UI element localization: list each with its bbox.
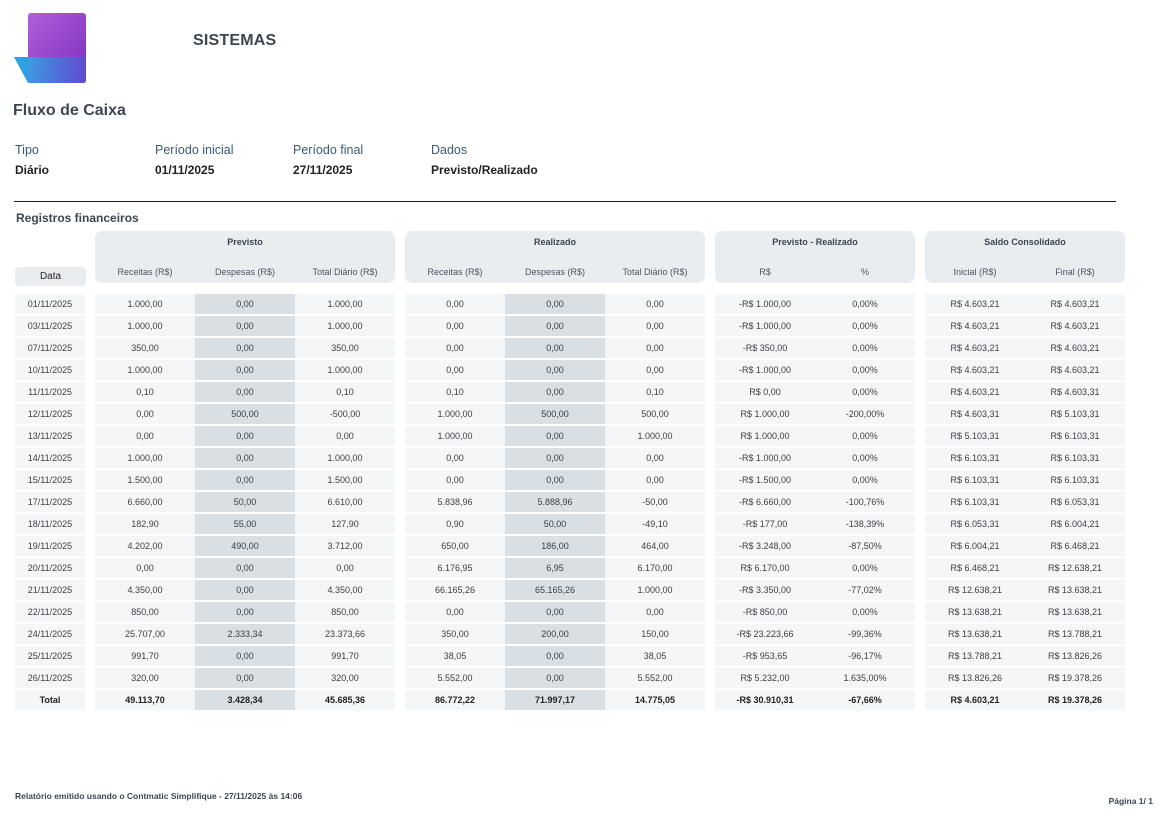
table-cell: -R$ 1.500,00	[715, 470, 815, 490]
table-cell: R$ 6.103,31	[1025, 448, 1125, 468]
table-cell: -R$ 350,00	[715, 338, 815, 358]
column-header: Total Diário (R$)	[622, 267, 688, 277]
table-cell: -R$ 6.660,00	[715, 492, 815, 512]
table-cell: 0,00	[605, 316, 705, 336]
table-cell: -100,76%	[815, 492, 915, 512]
table-cell: -R$ 3.248,00	[715, 536, 815, 556]
table-cell: -R$ 23.223,66	[715, 624, 815, 644]
table-cell: 0,00	[405, 360, 505, 380]
table-cell: R$ 1.000,00	[715, 426, 815, 446]
table-cell: R$ 6.468,21	[925, 558, 1025, 578]
filter-data	[431, 143, 538, 177]
table-cell: -87,50%	[815, 536, 915, 556]
filter-label: Tipo	[15, 143, 39, 157]
table-cell: 1.000,00	[95, 360, 195, 380]
table-cell: 23.373,66	[295, 624, 395, 644]
table-cell: 1.635,00%	[815, 668, 915, 688]
table-cell: R$ 13.638,21	[1025, 602, 1125, 622]
table-cell: 0,00	[505, 470, 605, 490]
table-cell: R$ 6.053,31	[1025, 492, 1125, 512]
table-cell: 0,00	[505, 646, 605, 666]
table-cell: 850,00	[95, 602, 195, 622]
column-header: Despesas (R$)	[214, 267, 276, 277]
table-cell: 38,05	[405, 646, 505, 666]
table-cell: 1.000,00	[295, 316, 395, 336]
table-cell: R$ 6.468,21	[1025, 536, 1125, 556]
table-cell: 2.333,34	[195, 624, 295, 644]
table-cell: 1.000,00	[605, 426, 705, 446]
group-title-realizado: Realizado	[533, 237, 576, 247]
table-cell: 0,10	[605, 382, 705, 402]
report-title: Fluxo de Caixa	[13, 102, 126, 119]
footer-note: Relatório emitido usando o Contmatic Simplifique - 27/11/2025 às 14:06	[15, 791, 303, 801]
table-cell: R$ 4.603,31	[1025, 382, 1125, 402]
table-cell: 4.350,00	[95, 580, 195, 600]
table-cell: 150,00	[605, 624, 705, 644]
filter-value: 01/11/2025	[155, 163, 215, 177]
table-cell: R$ 4.603,21	[925, 294, 1025, 314]
page-number: Página 1/ 1	[1108, 796, 1153, 806]
table-cell: 0,00	[195, 668, 295, 688]
table-cell: 4.202,00	[95, 536, 195, 556]
table-cell: 0,00	[195, 426, 295, 446]
column-header: Despesas (R$)	[524, 267, 586, 277]
table-cell: R$ 5.103,31	[925, 426, 1025, 446]
row-date-cell: 20/11/2025	[15, 558, 85, 578]
table-cell: R$ 13.638,21	[925, 602, 1025, 622]
table-cell: 6.170,00	[605, 558, 705, 578]
table-cell: 66.165,26	[405, 580, 505, 600]
table-cell: 0,00	[195, 448, 295, 468]
table-cell: 850,00	[295, 602, 395, 622]
total-cell: 49.113,70	[95, 690, 195, 710]
table-cell: 0,00	[195, 602, 295, 622]
total-cell: R$ 19.378,26	[1025, 690, 1125, 710]
table-cell: R$ 4.603,21	[1025, 338, 1125, 358]
table-cell: 0,00%	[815, 448, 915, 468]
group-title-saldo: Saldo Consolidado	[984, 237, 1066, 247]
table-cell: 0,00%	[815, 382, 915, 402]
row-date-cell: 01/11/2025	[15, 294, 85, 314]
column-header: Inicial (R$)	[953, 267, 997, 277]
row-date-cell: 13/11/2025	[15, 426, 85, 446]
table-cell: -49,10	[605, 514, 705, 534]
table-cell: 500,00	[505, 404, 605, 424]
table-cell: 0,00%	[815, 360, 915, 380]
table-cell: -200,00%	[815, 404, 915, 424]
table-cell: 0,00%	[815, 426, 915, 446]
table-cell: 25.707,00	[95, 624, 195, 644]
row-date-cell: 22/11/2025	[15, 602, 85, 622]
row-date-cell: 26/11/2025	[15, 668, 85, 688]
table-cell: R$ 0,00	[715, 382, 815, 402]
row-date-cell: 19/11/2025	[15, 536, 85, 556]
table-cell: R$ 1.000,00	[715, 404, 815, 424]
table-cell: 5.838,96	[405, 492, 505, 512]
filter-end-date	[293, 143, 363, 177]
table-cell: 0,10	[95, 382, 195, 402]
table-cell: 464,00	[605, 536, 705, 556]
filter-label: Período inicial	[155, 143, 234, 157]
table-cell: 3.712,00	[295, 536, 395, 556]
table-cell: 0,00	[405, 448, 505, 468]
table-cell: R$ 12.638,21	[1025, 558, 1125, 578]
table-cell: R$ 13.638,21	[925, 624, 1025, 644]
total-cell: 3.428,34	[195, 690, 295, 710]
table-cell: 0,00	[505, 294, 605, 314]
table-cell: 0,00	[295, 558, 395, 578]
total-cell: 71.997,17	[505, 690, 605, 710]
table-cell: R$ 4.603,21	[925, 316, 1025, 336]
table-cell: 0,00	[505, 382, 605, 402]
filter-type	[15, 143, 49, 177]
total-cell: 14.775,05	[605, 690, 705, 710]
section-title: Registros financeiros	[16, 211, 139, 225]
row-date-cell: 25/11/2025	[15, 646, 85, 666]
table-cell: 1.000,00	[95, 294, 195, 314]
filter-label: Período final	[293, 143, 364, 157]
table-cell: 186,00	[505, 536, 605, 556]
column-header: Total Diário (R$)	[312, 267, 378, 277]
filter-value: Previsto/Realizado	[431, 163, 538, 177]
table-cell: 0,00	[195, 360, 295, 380]
column-header-data: Data	[15, 267, 86, 286]
row-date-cell: 21/11/2025	[15, 580, 85, 600]
table-cell: R$ 12.638,21	[925, 580, 1025, 600]
table-cell: R$ 6.004,21	[925, 536, 1025, 556]
company-name: SISTEMAS	[193, 32, 277, 49]
table-cell: 0,00	[605, 338, 705, 358]
column-header: Final (R$)	[1055, 267, 1095, 277]
row-date-cell: 18/11/2025	[15, 514, 85, 534]
row-date-cell: 15/11/2025	[15, 470, 85, 490]
column-header: %	[860, 267, 869, 277]
table-cell: 1.000,00	[295, 294, 395, 314]
table-cell: 55,00	[195, 514, 295, 534]
table-cell: 0,00%	[815, 558, 915, 578]
table-cell: R$ 6.103,31	[925, 448, 1025, 468]
table-cell: 0,00	[95, 426, 195, 446]
table-cell: -138,39%	[815, 514, 915, 534]
table-cell: 0,00	[605, 448, 705, 468]
table-cell: -R$ 1.000,00	[715, 360, 815, 380]
table-cell: 350,00	[95, 338, 195, 358]
table-cell: R$ 5.232,00	[715, 668, 815, 688]
table-cell: R$ 6.053,31	[925, 514, 1025, 534]
table-cell: R$ 13.788,21	[925, 646, 1025, 666]
row-date-cell: 24/11/2025	[15, 624, 85, 644]
table-cell: R$ 4.603,21	[1025, 316, 1125, 336]
table-cell: 350,00	[405, 624, 505, 644]
table-cell: R$ 4.603,21	[1025, 294, 1125, 314]
table-cell: R$ 6.004,21	[1025, 514, 1125, 534]
table-cell: 0,00%	[815, 338, 915, 358]
column-header: Receitas (R$)	[427, 267, 483, 277]
table-cell: 0,00	[505, 668, 605, 688]
table-cell: -R$ 1.000,00	[715, 448, 815, 468]
table-cell: 0,00	[505, 426, 605, 446]
table-cell: 0,00	[405, 338, 505, 358]
table-cell: 182,90	[95, 514, 195, 534]
table-cell: 6,95	[505, 558, 605, 578]
table-cell: 6.176,95	[405, 558, 505, 578]
filter-label: Dados	[431, 143, 468, 157]
table-cell: -500,00	[295, 404, 395, 424]
column-header: Receitas (R$)	[117, 267, 173, 277]
table-cell: 0,00	[605, 360, 705, 380]
row-date-cell: 12/11/2025	[15, 404, 85, 424]
table-cell: 1.500,00	[295, 470, 395, 490]
total-cell: 45.685,36	[295, 690, 395, 710]
table-cell: 0,00	[195, 382, 295, 402]
table-cell: 0,00	[195, 294, 295, 314]
table-cell: 1.000,00	[295, 360, 395, 380]
table-cell: 0,00%	[815, 602, 915, 622]
total-cell: Total	[15, 690, 85, 710]
table-cell: 1.000,00	[405, 404, 505, 424]
table-cell: 0,00	[405, 602, 505, 622]
table-cell: 0,00	[95, 558, 195, 578]
group-title-diferenca: Previsto - Realizado	[772, 237, 858, 247]
table-cell: 0,00	[405, 316, 505, 336]
row-date-cell: 17/11/2025	[15, 492, 85, 512]
table-cell: 0,00	[195, 558, 295, 578]
table-cell: 0,10	[405, 382, 505, 402]
table-cell: R$ 13.788,21	[1025, 624, 1125, 644]
group-title-previsto: Previsto	[227, 237, 263, 247]
table-cell: R$ 19.378,26	[1025, 668, 1125, 688]
row-date-cell: 10/11/2025	[15, 360, 85, 380]
table-cell: 0,00%	[815, 316, 915, 336]
table-cell: 320,00	[295, 668, 395, 688]
table-cell: 1.000,00	[95, 316, 195, 336]
table-cell: R$ 4.603,31	[925, 404, 1025, 424]
company-logo	[14, 13, 88, 85]
table-cell: 65.165,26	[505, 580, 605, 600]
table-cell: 0,00	[195, 316, 295, 336]
table-cell: -R$ 1.000,00	[715, 294, 815, 314]
table-cell: R$ 6.103,31	[925, 492, 1025, 512]
table-cell: 320,00	[95, 668, 195, 688]
table-cell: 991,70	[95, 646, 195, 666]
table-cell: -96,17%	[815, 646, 915, 666]
table-cell: 1.000,00	[295, 448, 395, 468]
table-cell: R$ 6.170,00	[715, 558, 815, 578]
table-cell: 500,00	[605, 404, 705, 424]
table-cell: 38,05	[605, 646, 705, 666]
table-cell: 5.888,96	[505, 492, 605, 512]
table-cell: 1.000,00	[605, 580, 705, 600]
table-cell: 0,00	[195, 580, 295, 600]
table-cell: -R$ 953,65	[715, 646, 815, 666]
table-cell: R$ 4.603,21	[925, 360, 1025, 380]
table-cell: 0,00%	[815, 294, 915, 314]
table-cell: 0,00%	[815, 470, 915, 490]
table-cell: 1.500,00	[95, 470, 195, 490]
table-cell: -R$ 1.000,00	[715, 316, 815, 336]
table-cell: 0,00	[505, 316, 605, 336]
table-cell: R$ 13.638,21	[1025, 580, 1125, 600]
table-cell: 4.350,00	[295, 580, 395, 600]
table-cell: 0,00	[505, 360, 605, 380]
table-cell: 350,00	[295, 338, 395, 358]
total-cell: R$ 4.603,21	[925, 690, 1025, 710]
total-cell: -R$ 30.910,31	[715, 690, 815, 710]
table-cell: 0,00	[605, 602, 705, 622]
table-cell: 500,00	[195, 404, 295, 424]
row-date-cell: 03/11/2025	[15, 316, 85, 336]
table-cell: 0,00	[505, 338, 605, 358]
table-cell: 0,00	[195, 338, 295, 358]
table-cell: 1.000,00	[95, 448, 195, 468]
table-cell: -R$ 3.350,00	[715, 580, 815, 600]
table-cell: -50,00	[605, 492, 705, 512]
table-cell: 50,00	[195, 492, 295, 512]
table-cell: R$ 6.103,31	[1025, 426, 1125, 446]
table-cell: 1.000,00	[405, 426, 505, 446]
total-cell: 86.772,22	[405, 690, 505, 710]
table-cell: -99,36%	[815, 624, 915, 644]
filter-value: 27/11/2025	[293, 163, 353, 177]
table-cell: 490,00	[195, 536, 295, 556]
row-date-cell: 11/11/2025	[15, 382, 85, 402]
table-cell: R$ 4.603,21	[925, 382, 1025, 402]
table-cell: R$ 13.826,26	[925, 668, 1025, 688]
table-cell: 0,00	[605, 470, 705, 490]
table-cell: R$ 6.103,31	[1025, 470, 1125, 490]
table-cell: 0,00	[505, 602, 605, 622]
table-cell: R$ 4.603,21	[925, 338, 1025, 358]
table-cell: 0,10	[295, 382, 395, 402]
table-cell: 6.660,00	[95, 492, 195, 512]
table-cell: 0,00	[295, 426, 395, 446]
table-cell: 5.552,00	[405, 668, 505, 688]
table-cell: R$ 6.103,31	[925, 470, 1025, 490]
table-cell: 6.610,00	[295, 492, 395, 512]
table-cell: 50,00	[505, 514, 605, 534]
table-cell: -R$ 850,00	[715, 602, 815, 622]
table-cell: -R$ 177,00	[715, 514, 815, 534]
table-cell: 0,00	[195, 646, 295, 666]
filter-value: Diário	[15, 163, 50, 177]
table-cell: 200,00	[505, 624, 605, 644]
total-cell: -67,66%	[815, 690, 915, 710]
table-cell: 0,00	[95, 404, 195, 424]
table-cell: 0,00	[605, 294, 705, 314]
row-date-cell: 14/11/2025	[15, 448, 85, 468]
table-cell: 0,00	[405, 294, 505, 314]
table-cell: 0,00	[505, 448, 605, 468]
table-cell: 0,90	[405, 514, 505, 534]
column-header: R$	[759, 267, 771, 277]
table-cell: 0,00	[195, 470, 295, 490]
table-cell: R$ 5.103,31	[1025, 404, 1125, 424]
table-cell: 991,70	[295, 646, 395, 666]
table-cell: 127,90	[295, 514, 395, 534]
table-cell: R$ 4.603,21	[1025, 360, 1125, 380]
row-date-cell: 07/11/2025	[15, 338, 85, 358]
table-cell: 0,00	[405, 470, 505, 490]
filter-start-date	[155, 143, 234, 177]
table-cell: R$ 13.826,26	[1025, 646, 1125, 666]
table-cell: -77,02%	[815, 580, 915, 600]
divider	[14, 201, 1116, 202]
table-cell: 650,00	[405, 536, 505, 556]
table-cell: 5.552,00	[605, 668, 705, 688]
